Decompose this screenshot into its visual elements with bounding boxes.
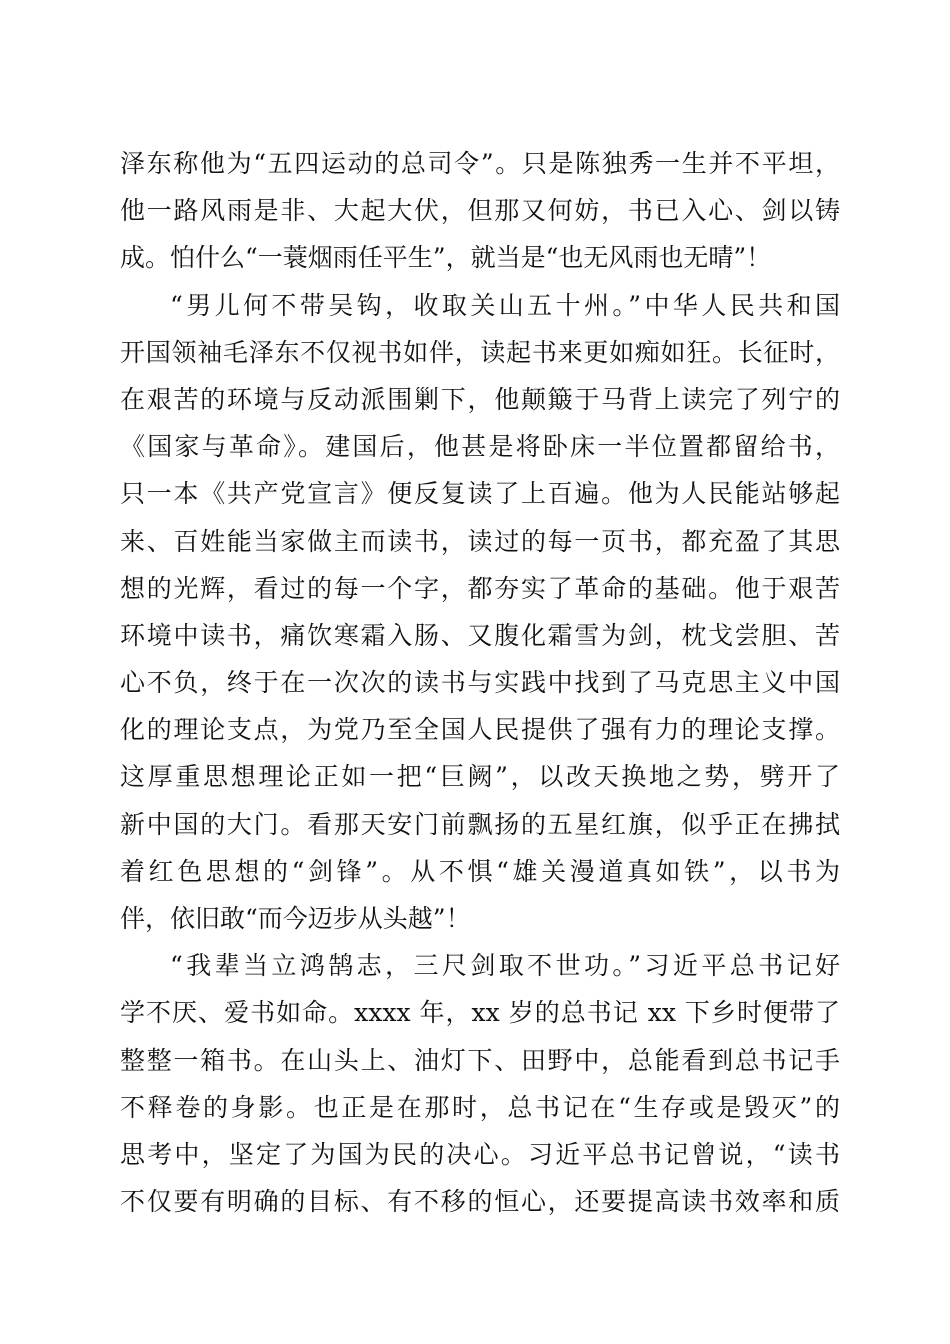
text-line: 新中国的大门。看那天安门前飘扬的五星红旗，似乎正在拂拭 [120, 809, 840, 839]
text-line: 只一本《共产党宣言》便反复读了上百遍。他为人民能站够起 [120, 479, 840, 509]
text-line: 环境中读书，痛饮寒霜入肠、又腹化霜雪为剑，枕戈尝胆、苦 [120, 620, 840, 650]
document-body [120, 140, 840, 1225]
text-line: “我辈当立鸿鹄志，三尺剑取不世功。”习近平总书记好 [170, 951, 840, 981]
text-line: 成。怕什么“一蓑烟雨任平生”，就当是“也无风雨也无晴”！ [120, 243, 772, 273]
text-line: “男儿何不带吴钩，收取关山五十州。”中华人民共和国 [170, 290, 840, 320]
text-line: 这厚重思想理论正如一把“巨阙”，以改天换地之势，劈开了 [120, 762, 840, 792]
text-line: 来、百姓能当家做主而读书，读过的每一页书，都充盈了其思 [120, 526, 840, 556]
text-line: 不仅要有明确的目标、有不移的恒心，还要提高读书效率和质 [120, 1187, 840, 1217]
text-line: 不释卷的身影。也正是在那时，总书记在“生存或是毁灭”的 [120, 1092, 840, 1122]
text-line: 他一路风雨是非、大起大伏，但那又何妨，书已入心、剑以铸 [120, 196, 840, 226]
text-line: 思考中，坚定了为国为民的决心。习近平总书记曾说，“读书 [120, 1139, 840, 1169]
text-line: 《国家与革命》。建国后，他甚是将卧床一半位置都留给书， [120, 432, 840, 462]
text-line: 着红色思想的“剑锋”。从不惧“雄关漫道真如铁”，以书为 [120, 856, 840, 886]
text-line: 伴，依旧敢“而今迈步从头越”！ [120, 904, 471, 933]
text-line: 想的光辉，看过的每一个字，都夯实了革命的基础。他于艰苦 [120, 573, 840, 603]
text-line: 化的理论支点，为党乃至全国人民提供了强有力的理论支撑。 [120, 715, 840, 745]
text-line: 开国领袖毛泽东不仅视书如伴，读起书来更如痴如狂。长征时， [120, 337, 840, 367]
text-line: 泽东称他为“五四运动的总司令”。只是陈独秀一生并不平坦， [120, 149, 840, 178]
text-line: 心不负，终于在一次次的读书与实践中找到了马克思主义中国 [120, 668, 840, 698]
text-line: 在艰苦的环境与反动派围剿下，他颠簸于马背上读完了列宁的 [120, 384, 840, 414]
text-line: 学不厌、爱书如命。xxxx 年，xx 岁的总书记 xx 下乡时便带了 [120, 998, 840, 1028]
text-line: 整整一箱书。在山头上、油灯下、田野中，总能看到总书记手 [120, 1045, 840, 1075]
